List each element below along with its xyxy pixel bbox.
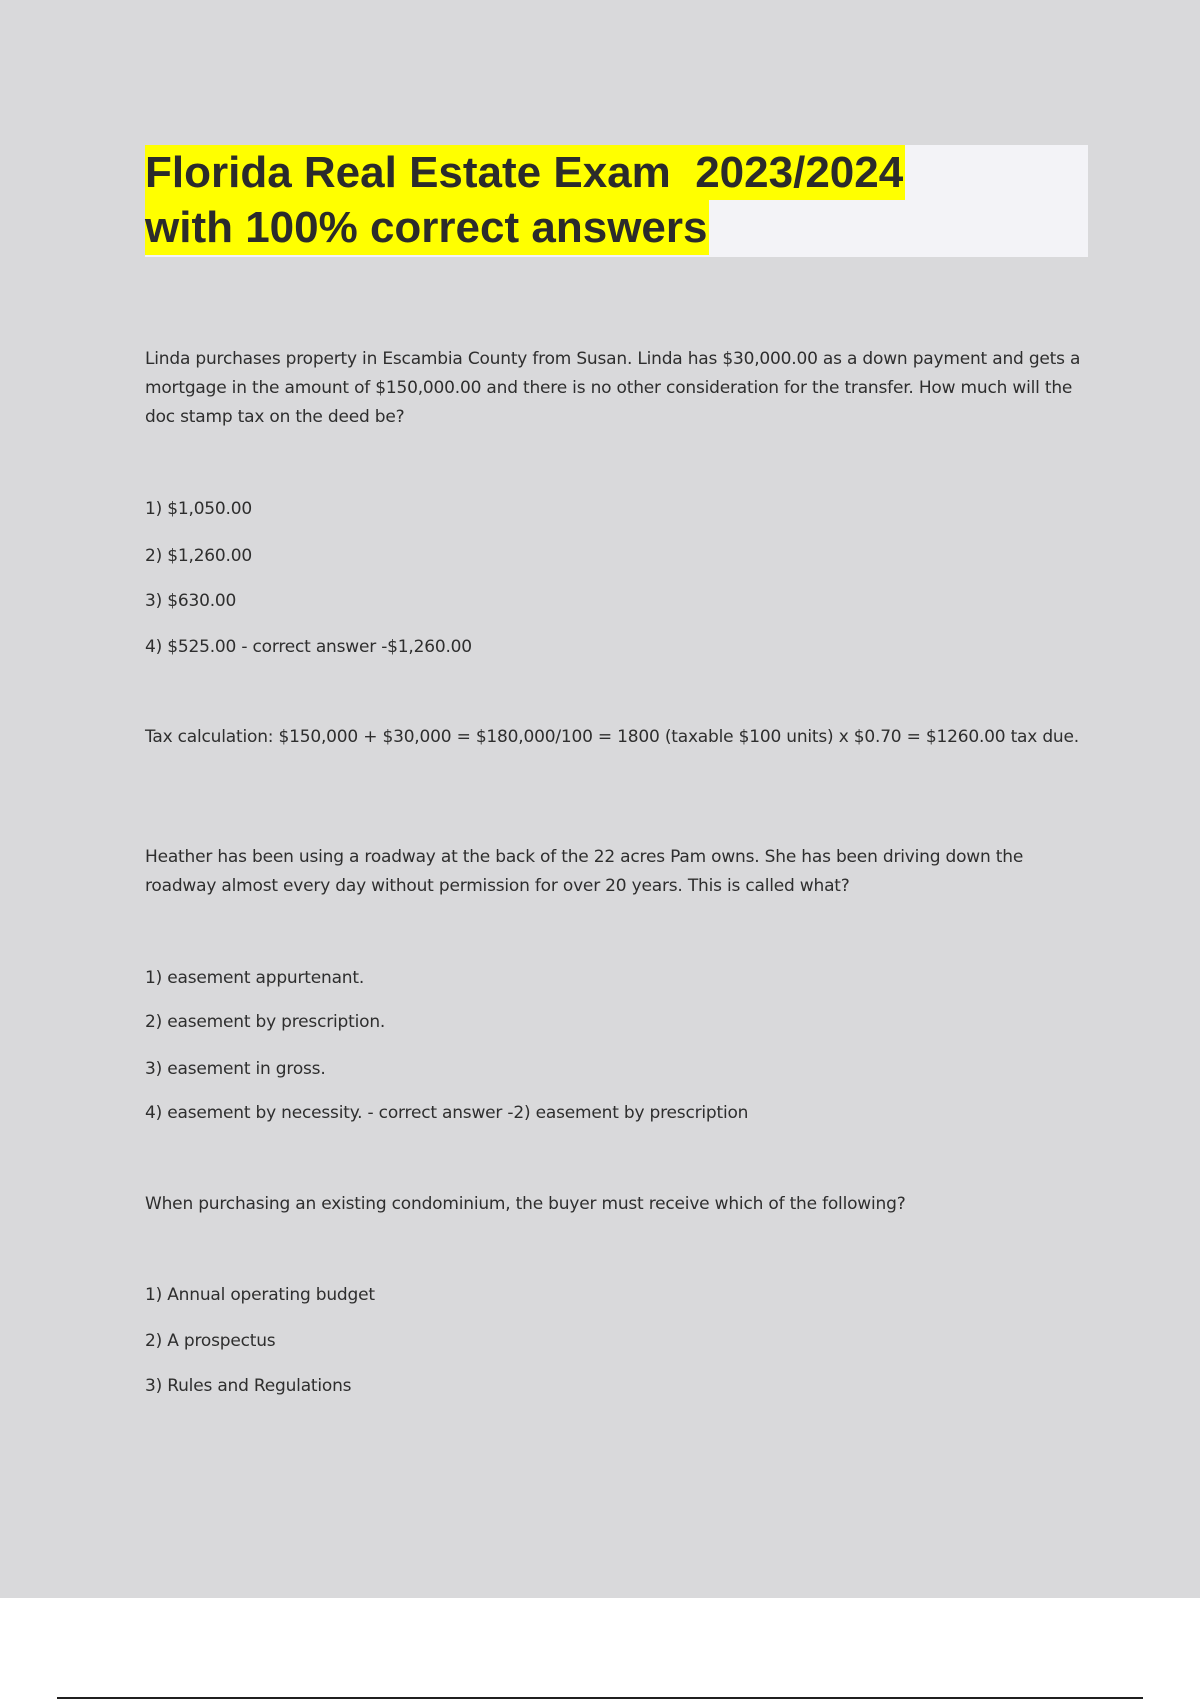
title-block (145, 145, 1088, 257)
question-1-text: Linda purchases property in Escambia County from Susan. Linda has $30,000.00 as a down payment and gets a mortgage in the amount of $150,000.00 and there is no other consideration for the transfer. How much will the doc stamp tax on the deed be? (145, 349, 1081, 427)
question-2-option-3: 3) easement in gross. (145, 1059, 326, 1079)
question-2-option-4: 4) easement by necessity. - correct answer -2) easement by prescription (145, 1103, 749, 1123)
question-3-option-1: 1) Annual operating budget (145, 1285, 375, 1305)
question-1-option-4: 4) $525.00 - correct answer -$1,260.00 (145, 637, 472, 657)
page-title-line-1: Florida Real Estate Exam 2023/2024 (145, 145, 905, 200)
question-2-text: Heather has been using a roadway at the back of the 22 acres Pam owns. She has been driving down the roadway almost every day without permission for over 20 years. This is called what? (145, 847, 1024, 896)
question-1-option-2: 2) $1,260.00 (145, 546, 252, 566)
question-1-option-3: 3) $630.00 (145, 591, 237, 611)
footer-rule (57, 1697, 1143, 1699)
question-1-option-1: 1) $1,050.00 (145, 499, 252, 519)
question-3-option-2: 2) A prospectus (145, 1331, 276, 1351)
question-2-option-1: 1) easement appurtenant. (145, 968, 365, 988)
question-3-text: When purchasing an existing condominium, the buyer must receive which of the following? (145, 1194, 906, 1214)
question-3-option-3: 3) Rules and Regulations (145, 1376, 352, 1396)
question-2-option-2: 2) easement by prescription. (145, 1012, 386, 1032)
page-title-line-2: with 100% correct answers (145, 200, 709, 255)
question-1-explanation: Tax calculation: $150,000 + $30,000 = $180,000/100 = 1800 (taxable $100 units) x $0.70 = $1260.00 tax due. (145, 727, 1079, 747)
